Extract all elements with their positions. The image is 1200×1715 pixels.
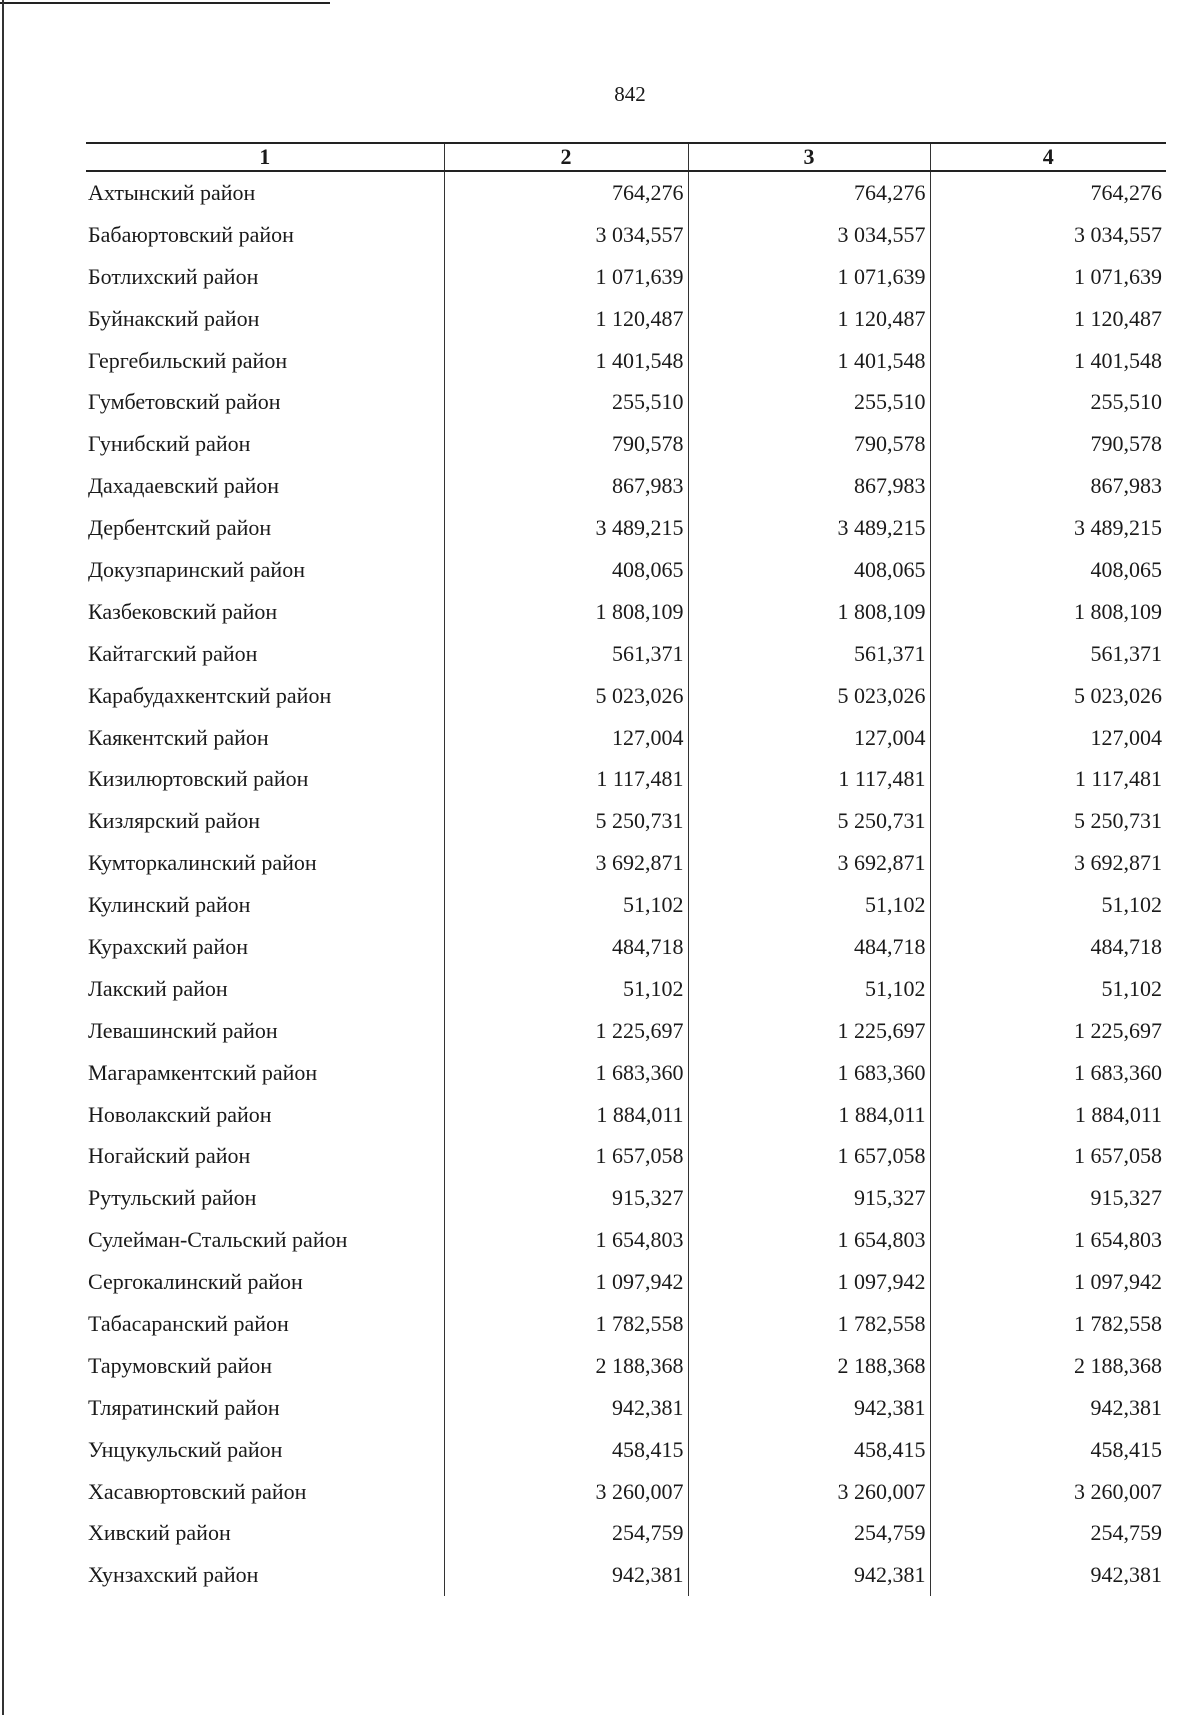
value-cell-col-3: 408,065 <box>688 549 930 591</box>
value-cell-col-4: 408,065 <box>930 549 1166 591</box>
table-row <box>86 1471 1166 1513</box>
district-name-cell: Докузпаринский район <box>88 556 305 582</box>
value-cell-col-2: 254,759 <box>444 1513 688 1555</box>
value-cell-col-2: 5 250,731 <box>444 800 688 842</box>
value-cell-col-3: 2 188,368 <box>688 1345 930 1387</box>
value-cell-col-2: 1 120,487 <box>444 298 688 340</box>
table-row <box>86 507 1166 549</box>
value-cell-col-2: 915,327 <box>444 1177 688 1219</box>
value-cell-col-3: 3 034,557 <box>688 214 930 256</box>
value-cell-col-3: 1 071,639 <box>688 256 930 298</box>
table-header <box>86 143 1166 171</box>
value-cell-col-3: 51,102 <box>688 884 930 926</box>
table-row <box>86 256 1166 298</box>
table-row <box>86 1513 1166 1555</box>
table-row <box>86 1010 1166 1052</box>
table-row <box>86 591 1166 633</box>
column-header-1: 1 <box>86 143 444 171</box>
district-name-cell: Гумбетовский район <box>88 389 281 415</box>
value-cell-col-3: 1 808,109 <box>688 591 930 633</box>
value-cell-col-3: 3 692,871 <box>688 842 930 884</box>
table-row <box>86 633 1166 675</box>
value-cell-col-2: 1 654,803 <box>444 1219 688 1261</box>
table-row <box>86 340 1166 382</box>
table-row <box>86 381 1166 423</box>
value-cell-col-2: 867,983 <box>444 465 688 507</box>
district-name-cell: Рутульский район <box>88 1185 257 1211</box>
value-cell-col-3: 5 250,731 <box>688 800 930 842</box>
district-name-cell: Сулейман-Стальский район <box>88 1227 348 1253</box>
value-cell-col-3: 1 884,011 <box>688 1094 930 1136</box>
value-cell-col-4: 51,102 <box>930 884 1166 926</box>
table-row <box>86 675 1166 717</box>
value-cell-col-4: 867,983 <box>930 465 1166 507</box>
table-row <box>86 968 1166 1010</box>
district-name-cell: Магарамкентский район <box>88 1059 318 1085</box>
district-name-cell: Курахский район <box>88 933 248 959</box>
value-cell-col-4: 1 657,058 <box>930 1135 1166 1177</box>
value-cell-col-3: 942,381 <box>688 1387 930 1429</box>
district-name-cell: Дахадаевский район <box>88 473 280 499</box>
district-name-cell: Кизилюртовский район <box>88 766 309 792</box>
scan-edge-left <box>2 0 4 1715</box>
value-cell-col-3: 1 657,058 <box>688 1135 930 1177</box>
value-cell-col-4: 1 117,481 <box>930 758 1166 800</box>
district-name-cell: Хунзахский район <box>88 1562 259 1588</box>
value-cell-col-4: 1 654,803 <box>930 1219 1166 1261</box>
table-row <box>86 926 1166 968</box>
value-cell-col-4: 1 683,360 <box>930 1052 1166 1094</box>
column-header-4: 4 <box>930 143 1166 171</box>
district-name-cell: Тарумовский район <box>88 1352 273 1378</box>
value-cell-col-4: 1 808,109 <box>930 591 1166 633</box>
value-cell-col-3: 790,578 <box>688 423 930 465</box>
table-row <box>86 1135 1166 1177</box>
value-cell-col-2: 3 034,557 <box>444 214 688 256</box>
value-cell-col-4: 458,415 <box>930 1429 1166 1471</box>
district-name-cell: Ахтынский район <box>88 179 256 205</box>
value-cell-col-4: 942,381 <box>930 1554 1166 1596</box>
district-name-cell: Табасаранский район <box>88 1310 289 1336</box>
value-cell-col-4: 1 225,697 <box>930 1010 1166 1052</box>
district-name-cell: Сергокалинский район <box>88 1269 303 1295</box>
value-cell-col-4: 5 250,731 <box>930 800 1166 842</box>
value-cell-col-3: 1 401,548 <box>688 340 930 382</box>
data-table-container <box>86 142 1166 1596</box>
value-cell-col-2: 561,371 <box>444 633 688 675</box>
district-name-cell: Карабудахкентский район <box>88 682 332 708</box>
value-cell-col-3: 1 683,360 <box>688 1052 930 1094</box>
value-cell-col-3: 3 489,215 <box>688 507 930 549</box>
value-cell-col-4: 1 071,639 <box>930 256 1166 298</box>
value-cell-col-2: 458,415 <box>444 1429 688 1471</box>
district-name-cell: Казбековский район <box>88 598 278 624</box>
value-cell-col-4: 255,510 <box>930 381 1166 423</box>
table-row <box>86 1094 1166 1136</box>
district-name-cell: Кумторкалинский район <box>88 850 317 876</box>
value-cell-col-3: 1 654,803 <box>688 1219 930 1261</box>
value-cell-col-3: 561,371 <box>688 633 930 675</box>
table-row <box>86 1219 1166 1261</box>
value-cell-col-2: 2 188,368 <box>444 1345 688 1387</box>
district-name-cell: Гергебильский район <box>88 347 288 373</box>
table-row <box>86 298 1166 340</box>
district-name-cell: Хасавюртовский район <box>88 1478 307 1504</box>
table-row <box>86 1261 1166 1303</box>
value-cell-col-4: 2 188,368 <box>930 1345 1166 1387</box>
value-cell-col-3: 1 117,481 <box>688 758 930 800</box>
value-cell-col-3: 1 120,487 <box>688 298 930 340</box>
value-cell-col-4: 764,276 <box>930 171 1166 214</box>
table-row <box>86 549 1166 591</box>
value-cell-col-4: 790,578 <box>930 423 1166 465</box>
table-row <box>86 717 1166 759</box>
value-cell-col-4: 5 023,026 <box>930 675 1166 717</box>
value-cell-col-2: 127,004 <box>444 717 688 759</box>
district-name-cell: Дербентский район <box>88 515 272 541</box>
table-row <box>86 842 1166 884</box>
district-name-cell: Левашинский район <box>88 1017 278 1043</box>
table-row <box>86 1303 1166 1345</box>
value-cell-col-2: 1 117,481 <box>444 758 688 800</box>
district-name-cell: Хивский район <box>88 1520 231 1546</box>
value-cell-col-2: 1 782,558 <box>444 1303 688 1345</box>
value-cell-col-3: 254,759 <box>688 1513 930 1555</box>
column-header-2: 2 <box>444 143 688 171</box>
district-name-cell: Унцукульский район <box>88 1436 283 1462</box>
district-name-cell: Новолакский район <box>88 1101 272 1127</box>
value-cell-col-3: 1 782,558 <box>688 1303 930 1345</box>
table-row <box>86 884 1166 926</box>
value-cell-col-3: 458,415 <box>688 1429 930 1471</box>
table-row <box>86 171 1166 214</box>
value-cell-col-4: 3 489,215 <box>930 507 1166 549</box>
value-cell-col-4: 1 884,011 <box>930 1094 1166 1136</box>
value-cell-col-2: 1 097,942 <box>444 1261 688 1303</box>
district-name-cell: Кизлярский район <box>88 808 261 834</box>
header-row <box>86 143 1166 171</box>
table-row <box>86 1177 1166 1219</box>
value-cell-col-2: 1 071,639 <box>444 256 688 298</box>
value-cell-col-2: 1 808,109 <box>444 591 688 633</box>
value-cell-col-2: 3 489,215 <box>444 507 688 549</box>
table-row <box>86 1429 1166 1471</box>
value-cell-col-2: 3 692,871 <box>444 842 688 884</box>
value-cell-col-2: 3 260,007 <box>444 1471 688 1513</box>
value-cell-col-2: 408,065 <box>444 549 688 591</box>
value-cell-col-2: 484,718 <box>444 926 688 968</box>
value-cell-col-4: 561,371 <box>930 633 1166 675</box>
value-cell-col-4: 1 120,487 <box>930 298 1166 340</box>
value-cell-col-3: 3 260,007 <box>688 1471 930 1513</box>
value-cell-col-2: 51,102 <box>444 884 688 926</box>
page-number: 842 <box>614 82 646 106</box>
value-cell-col-2: 1 683,360 <box>444 1052 688 1094</box>
value-cell-col-3: 5 023,026 <box>688 675 930 717</box>
table-row <box>86 758 1166 800</box>
value-cell-col-4: 1 401,548 <box>930 340 1166 382</box>
value-cell-col-3: 51,102 <box>688 968 930 1010</box>
value-cell-col-2: 942,381 <box>444 1387 688 1429</box>
district-name-cell: Кулинский район <box>88 892 251 918</box>
value-cell-col-3: 484,718 <box>688 926 930 968</box>
table-row <box>86 1052 1166 1094</box>
district-name-cell: Кайтагский район <box>88 640 258 666</box>
value-cell-col-4: 942,381 <box>930 1387 1166 1429</box>
table-row <box>86 1387 1166 1429</box>
value-cell-col-4: 1 097,942 <box>930 1261 1166 1303</box>
value-cell-col-3: 255,510 <box>688 381 930 423</box>
district-name-cell: Каякентский район <box>88 724 269 750</box>
district-name-cell: Тляратинский район <box>88 1394 280 1420</box>
table-body <box>86 171 1166 1596</box>
district-values-table <box>86 142 1166 1596</box>
district-name-cell: Ботлихский район <box>88 263 259 289</box>
table-row <box>86 423 1166 465</box>
table-row <box>86 214 1166 256</box>
value-cell-col-2: 255,510 <box>444 381 688 423</box>
value-cell-col-3: 915,327 <box>688 1177 930 1219</box>
value-cell-col-3: 1 225,697 <box>688 1010 930 1052</box>
value-cell-col-3: 867,983 <box>688 465 930 507</box>
table-row <box>86 1554 1166 1596</box>
district-name-cell: Гунибский район <box>88 431 251 457</box>
value-cell-col-4: 3 260,007 <box>930 1471 1166 1513</box>
value-cell-col-2: 764,276 <box>444 171 688 214</box>
value-cell-col-3: 1 097,942 <box>688 1261 930 1303</box>
value-cell-col-4: 915,327 <box>930 1177 1166 1219</box>
value-cell-col-4: 3 034,557 <box>930 214 1166 256</box>
district-name-cell: Бабаюртовский район <box>88 221 294 247</box>
value-cell-col-2: 1 401,548 <box>444 340 688 382</box>
value-cell-col-4: 3 692,871 <box>930 842 1166 884</box>
value-cell-col-3: 942,381 <box>688 1554 930 1596</box>
scan-edge-top <box>0 2 330 4</box>
value-cell-col-4: 127,004 <box>930 717 1166 759</box>
table-row <box>86 800 1166 842</box>
value-cell-col-4: 51,102 <box>930 968 1166 1010</box>
table-row <box>86 1345 1166 1387</box>
table-row <box>86 465 1166 507</box>
value-cell-col-3: 764,276 <box>688 171 930 214</box>
district-name-cell: Ногайский район <box>88 1143 251 1169</box>
district-name-cell: Буйнакский район <box>88 305 260 331</box>
value-cell-col-2: 51,102 <box>444 968 688 1010</box>
value-cell-col-4: 1 782,558 <box>930 1303 1166 1345</box>
column-header-3: 3 <box>688 143 930 171</box>
value-cell-col-2: 1 657,058 <box>444 1135 688 1177</box>
value-cell-col-2: 1 884,011 <box>444 1094 688 1136</box>
value-cell-col-2: 1 225,697 <box>444 1010 688 1052</box>
value-cell-col-2: 790,578 <box>444 423 688 465</box>
value-cell-col-4: 254,759 <box>930 1513 1166 1555</box>
value-cell-col-3: 127,004 <box>688 717 930 759</box>
value-cell-col-4: 484,718 <box>930 926 1166 968</box>
value-cell-col-2: 942,381 <box>444 1554 688 1596</box>
district-name-cell: Лакский район <box>88 975 228 1001</box>
value-cell-col-2: 5 023,026 <box>444 675 688 717</box>
